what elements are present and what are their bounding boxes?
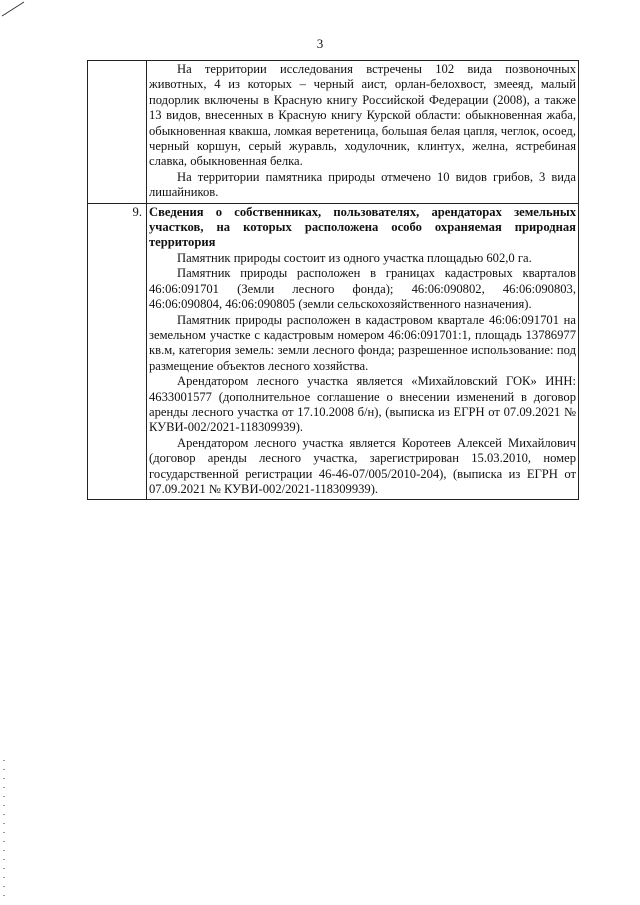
paragraph: Памятник природы расположен в границах кадастровых кварталов 46:06:091701 (Земли лесного фонда); 46:06:090802, 46:06:090803, 46:06:090804, 46:06:090805 (земли сельскохозяйственного назначения). (149, 266, 576, 312)
info-table (87, 60, 579, 500)
scan-dot-artifacts (3, 760, 5, 900)
paragraph: Арендатором лесного участка является «Михайловский ГОК» ИНН: 4633001577 (дополнительное соглашение о внесении изменений в договор аренды лесного участка от 17.10.2008 б/н), (выписка из ЕГРН от 07.09.2021 № КУВИ-002/2021-118309939). (149, 374, 576, 435)
row-number-cell (88, 61, 147, 204)
table-row (88, 61, 579, 204)
paragraph: На территории исследования встречены 102 вида позвоночных животных, 4 из которых – черный аист, орлан-белохвост, змееяд, малый подорлик включены в Красную книгу Российской Федерации (2008), а также 13 видов, внесенных в Красную книгу Курской области: обыкновенная жаба, обыкновенная квакша, ломкая веретеница, большая белая цапля, чеглок, осоед, черный коршун, серый журавль, ходулочник, клинтух, желна, ястребиная славка, обыкновенная белка. (149, 62, 576, 169)
paragraph: Памятник природы состоит из одного участка площадью 602,0 га. (177, 250, 532, 265)
row-content-cell (147, 61, 579, 204)
table-row (88, 203, 579, 500)
paragraph: Памятник природы расположен в кадастровом квартале 46:06:091701 на земельном участке с кадастровым номером 46:06:091701:1, площадь 13786977 кв.м, категория земель: земли лесного фонда; разрешенное использование: под размещение объектов лесного хозяйства. (149, 312, 576, 373)
row-number-cell: 9. (88, 203, 147, 500)
paragraph: На территории памятника природы отмечено 10 видов грибов, 3 вида лишайников. (149, 169, 576, 200)
page-number: 3 (316, 36, 324, 51)
row-content-cell (147, 203, 579, 500)
scan-corner-mark (0, 0, 40, 20)
section-heading: Сведения о собственниках, пользователях, арендаторах земельных участков, на которых расположена особо охраняемая природная территория (149, 204, 576, 250)
paragraph: Арендатором лесного участка является Коротеев Алексей Михайлович (договор аренды лесного участка, зарегистрирован 15.03.2010, номер государственной регистрации 46-46-07/005/2010-204), (выписка из ЕГРН от 07.09.2021 № КУВИ-002/2021-118309939). (149, 435, 576, 496)
